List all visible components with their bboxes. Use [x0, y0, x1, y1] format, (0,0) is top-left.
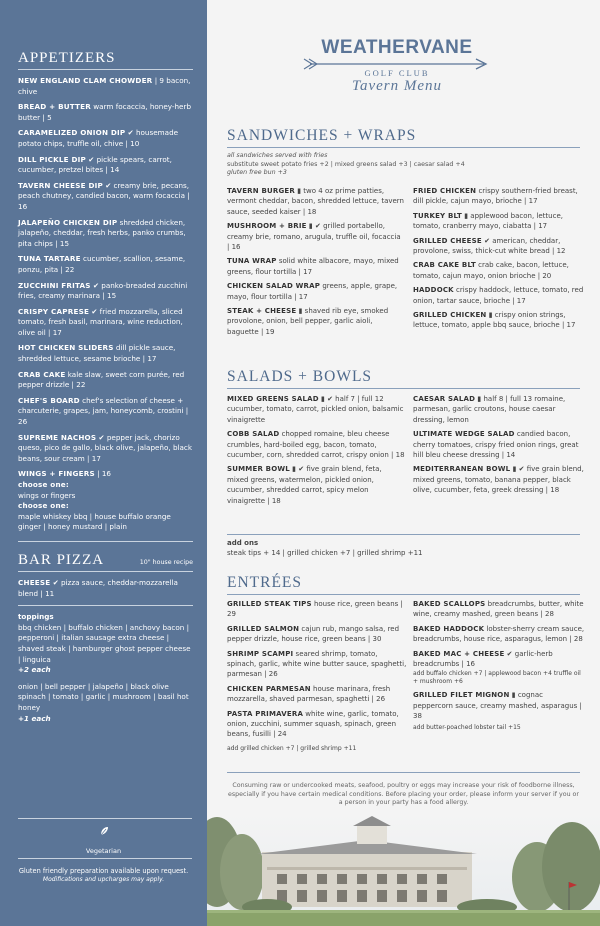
menu-item: CARAMELIZED ONION DIP ✔ housemade potato chips, truffle oil, chive | 10 — [18, 128, 179, 148]
menu-item: SUMMER BOWL ▮ ✔ five grain blend, feta, mixed greens, watermelon, pickled onion, cucumber, shredded carrot, spicy melon vinaigrette | 18 — [227, 465, 382, 505]
menu-item: GRILLED STEAK TIPS house rice, green beans | 29 — [227, 600, 403, 619]
menu-item: TUNA TARTARE cucumber, scallion, sesame, ponzu, pita | 22 — [18, 254, 186, 274]
menu-item: CHICKEN PARMESAN house marinara, fresh mozzarella, shaved parmesan, spaghetti | 26 — [227, 684, 391, 704]
divider — [227, 147, 580, 148]
menu-item: TAVERN CHEESE DIP ✔ creamy brie, pecans, peach chutney, candied bacon, warm focaccia | 16 — [18, 180, 190, 211]
logo — [297, 37, 497, 95]
divider — [227, 772, 580, 773]
divider — [227, 388, 580, 389]
menu-item: SHRIMP SCAMPI seared shrimp, tomato, spinach, garlic, white wine butter sauce, spaghetti, parmesan | 26 — [227, 649, 407, 679]
entrees-left-col — [227, 599, 407, 754]
menu-item: TUNA WRAP solid white albacore, mayo, mixed greens, flour tortilla | 17 — [227, 257, 399, 276]
menu-item: CRISPY CAPRESE ✔ fried mozzarella, sliced tomato, fresh basil, marinara, wine reduction, olive oil | 17 — [18, 306, 183, 337]
menu-item: ULTIMATE WEDGE SALAD candied bacon, cherry tomatoes, crispy fried onion rings, great hill bleu cheese dressing | 14 — [413, 430, 579, 460]
menu-item: GRILLED SALMON cajun rub, mango salsa, red pepper drizzle, house rice, green beans | 30 — [227, 624, 400, 644]
vegetarian-legend — [0, 826, 207, 857]
menu-item: BAKED MAC + CHEESE ✔ garlic-herb breadcrumbs | 16 — [413, 649, 553, 669]
salads-left-col — [227, 394, 405, 510]
toppings-meat: toppings bbq chicken | buffalo chicken | anchovy bacon | pepperoni | italian sausage extra cheese | shaved steak | hamburger ghost pepper cheese | linguica +2 each — [18, 612, 191, 675]
allergy-disclaimer: Consuming raw or undercooked meats, seafood, poultry or eggs may increase your risk of foodborne illness, especially if you have certain medical conditions. Before placing your order, please inform your server if you or a person in your party has a food allergy. — [227, 782, 580, 807]
menu-item: GRILLED CHICKEN ▮ crispy onion strings, lettuce, tomato, apple bbq sauce, brioche | 17 — [413, 311, 576, 330]
menu-item: NEW ENGLAND CLAM CHOWDER | 9 bacon, chive — [18, 76, 191, 96]
brand-sub: GOLF CLUB — [364, 68, 430, 78]
pizza-note: 10" house recipe — [139, 558, 193, 566]
divider — [227, 594, 580, 595]
sandwiches-notes: all sandwiches served with fries substitute sweet potato fries +2 | mixed greens salad +3 | caesar salad +4 gluten free bun +3 — [227, 152, 465, 177]
menu-item: CRAB CAKE kale slaw, sweet corn purée, red pepper drizzle | 22 — [18, 369, 185, 390]
menu-item: TURKEY BLT ▮ applewood bacon, lettuce, tomato, cranberry mayo, ciabatta | 17 — [413, 211, 563, 231]
menu-item: HOT CHICKEN SLIDERS dill pickle sauce, shredded lettuce, sesame brioche | 17 — [18, 343, 176, 364]
divider — [18, 605, 193, 606]
menu-item: CHICKEN SALAD WRAP greens, apple, grape, mayo, flour tortilla | 17 — [227, 282, 398, 301]
menu-item: MUSHROOM + BRIE ▮ ✔ grilled portabello, creamy brie, romano, arugula, truffle oil, focaccia | 16 — [227, 222, 401, 252]
divider — [18, 69, 193, 70]
mac-add: add buffalo chicken +7 | applewood bacon +4 truffle oil + mushroom +6 — [413, 670, 581, 686]
menu-item: FRIED CHICKEN crispy southern-fried breast, dill pickle, cajun mayo, brioche | 17 — [413, 187, 578, 206]
pizza-title: BAR PIZZA — [18, 551, 105, 568]
menu-item: SUPREME NACHOS ✔ pepper jack, chorizo queso, pico de gallo, black olive, jalapeño, black beans, sour cream | 17 — [18, 432, 193, 463]
menu-item: DILL PICKLE DIP ✔ pickle spears, carrot, cucumber, pretzel bites | 14 — [18, 154, 172, 175]
sandwiches-left-col — [227, 186, 405, 341]
brand-name: WEATHERVANE — [321, 37, 473, 58]
menu-item: CRAB CAKE BLT crab cake, bacon, lettuce, tomato, cajun mayo, onion brioche | 20 — [413, 261, 569, 280]
menu-item: CAESAR SALAD ▮ half 8 | full 13 romaine, parmesan, garlic croutons, house caesar dressing, lemon — [413, 395, 566, 424]
toppings-veg: onion | bell pepper | jalapeño | black olive spinach | tomato | garlic | mushroom | basil hot honey +1 each — [18, 681, 189, 723]
menu-item: BAKED SCALLOPS breadcrumbs, butter, white wine, creamy mashed, green beans | 28 — [413, 600, 584, 619]
gf-subnote: Modifications and upcharges may apply. — [42, 876, 165, 883]
menu-item-wings: WINGS + FINGERS | 16 choose one: wings or fingers choose one: maple whiskey bbq | house buffalo orange ginger | honey mustard | plain — [18, 469, 171, 532]
filet-add: add butter-poached lobster tail +15 — [413, 723, 521, 731]
divider — [227, 534, 580, 535]
menu-item: MIXED GREENS SALAD ▮ ✔ half 7 | full 12 cucumber, tomato, carrot, pickled onion, balsamic vinaigrette — [227, 395, 404, 424]
menu-item: BREAD + BUTTER warm focaccia, honey-herb butter | 5 — [18, 102, 192, 122]
vegetarian-label: Vegetarian — [85, 847, 122, 855]
entrees-title: ENTRÉES — [227, 574, 303, 591]
divider — [18, 858, 192, 859]
menu-item: GRILLED CHEESE ✔ american, cheddar, provolone, swiss, thick-cut white bread | 12 — [413, 236, 566, 256]
divider — [18, 818, 192, 819]
menu-item: STEAK + CHEESE ▮ shaved rib eye, smoked provolone, onion, bell pepper, garlic aioli, baguette | 19 — [227, 307, 389, 336]
main-menu — [207, 0, 600, 926]
menu-item-cheese-pizza: CHEESE ✔ pizza sauce, cheddar-mozzarella blend | 11 — [18, 577, 178, 598]
salads-right-col — [413, 394, 585, 500]
appetizers-title: APPETIZERS — [18, 50, 116, 66]
leaf-icon — [99, 826, 109, 836]
menu-item: ZUCCHINI FRITAS ✔ panko-breaded zucchini fries, creamy marinara | 15 — [18, 280, 188, 301]
menu-item: MEDITERRANEAN BOWL ▮ ✔ five grain blend, mixed greens, tomato, banana pepper, black olive, cucumber, feta, greek dressing | 18 — [413, 465, 584, 495]
menu-item: TAVERN BURGER ▮ two 4 oz prime patties, vermont cheddar, bacon, shredded lettuce, tavern sauce, seeded kaiser | 18 — [227, 187, 404, 216]
menu-item: JALAPEÑO CHICKEN DIP shredded chicken, jalapeño, cheddar, fresh herbs, panko crumbs, pita chips | 15 — [18, 217, 186, 248]
menu-item: GRILLED FILET MIGNON ▮ cognac peppercorn sauce, creamy mashed, asparagus | 38 — [413, 691, 582, 721]
gf-line: Gluten friendly preparation available upon request. — [18, 867, 189, 875]
entrees-left-add: add grilled chicken +7 | grilled shrimp +11 — [227, 744, 357, 752]
divider — [18, 541, 193, 542]
divider — [18, 571, 193, 572]
menu-item: PASTA PRIMAVERA white wine, garlic, tomato, onion, zucchini, summer squash, spinach, green beans, fusilli | 24 — [227, 709, 399, 739]
clubhouse-photo — [207, 812, 600, 926]
pizza-header — [18, 552, 193, 569]
menu-item: CHEF'S BOARD chef's selection of cheese + charcuterie, grapes, jam, honeycomb, crostini | 26 — [18, 395, 189, 427]
salads-title: SALADS + BOWLS — [227, 368, 373, 385]
menu-item: COBB SALAD chopped romaine, bleu cheese crumbles, hard-boiled egg, bacon, tomato, cucumber, corn, shredded carrot, crispy onion | 18 — [227, 430, 405, 460]
sandwiches-title: SANDWICHES + WRAPS — [227, 127, 417, 144]
salads-addons: add ons steak tips + 14 | grilled chicken +7 | grilled shrimp +11 — [227, 539, 423, 558]
menu-item: BAKED HADDOCK lobster-sherry cream sauce, breadcrumbs, house rice, asparagus, lemon | 28 — [413, 624, 585, 644]
entrees-right-col — [413, 599, 585, 733]
sandwiches-right-col — [413, 186, 585, 335]
appetizer-list — [18, 76, 193, 533]
brand-script: Tavern Menu — [351, 78, 443, 94]
appetizers-sidebar — [0, 0, 207, 926]
menu-item: HADDOCK crispy haddock, lettuce, tomato, red onion, tartar sauce, brioche | 17 — [413, 286, 584, 305]
gluten-friendly-note — [0, 867, 207, 884]
